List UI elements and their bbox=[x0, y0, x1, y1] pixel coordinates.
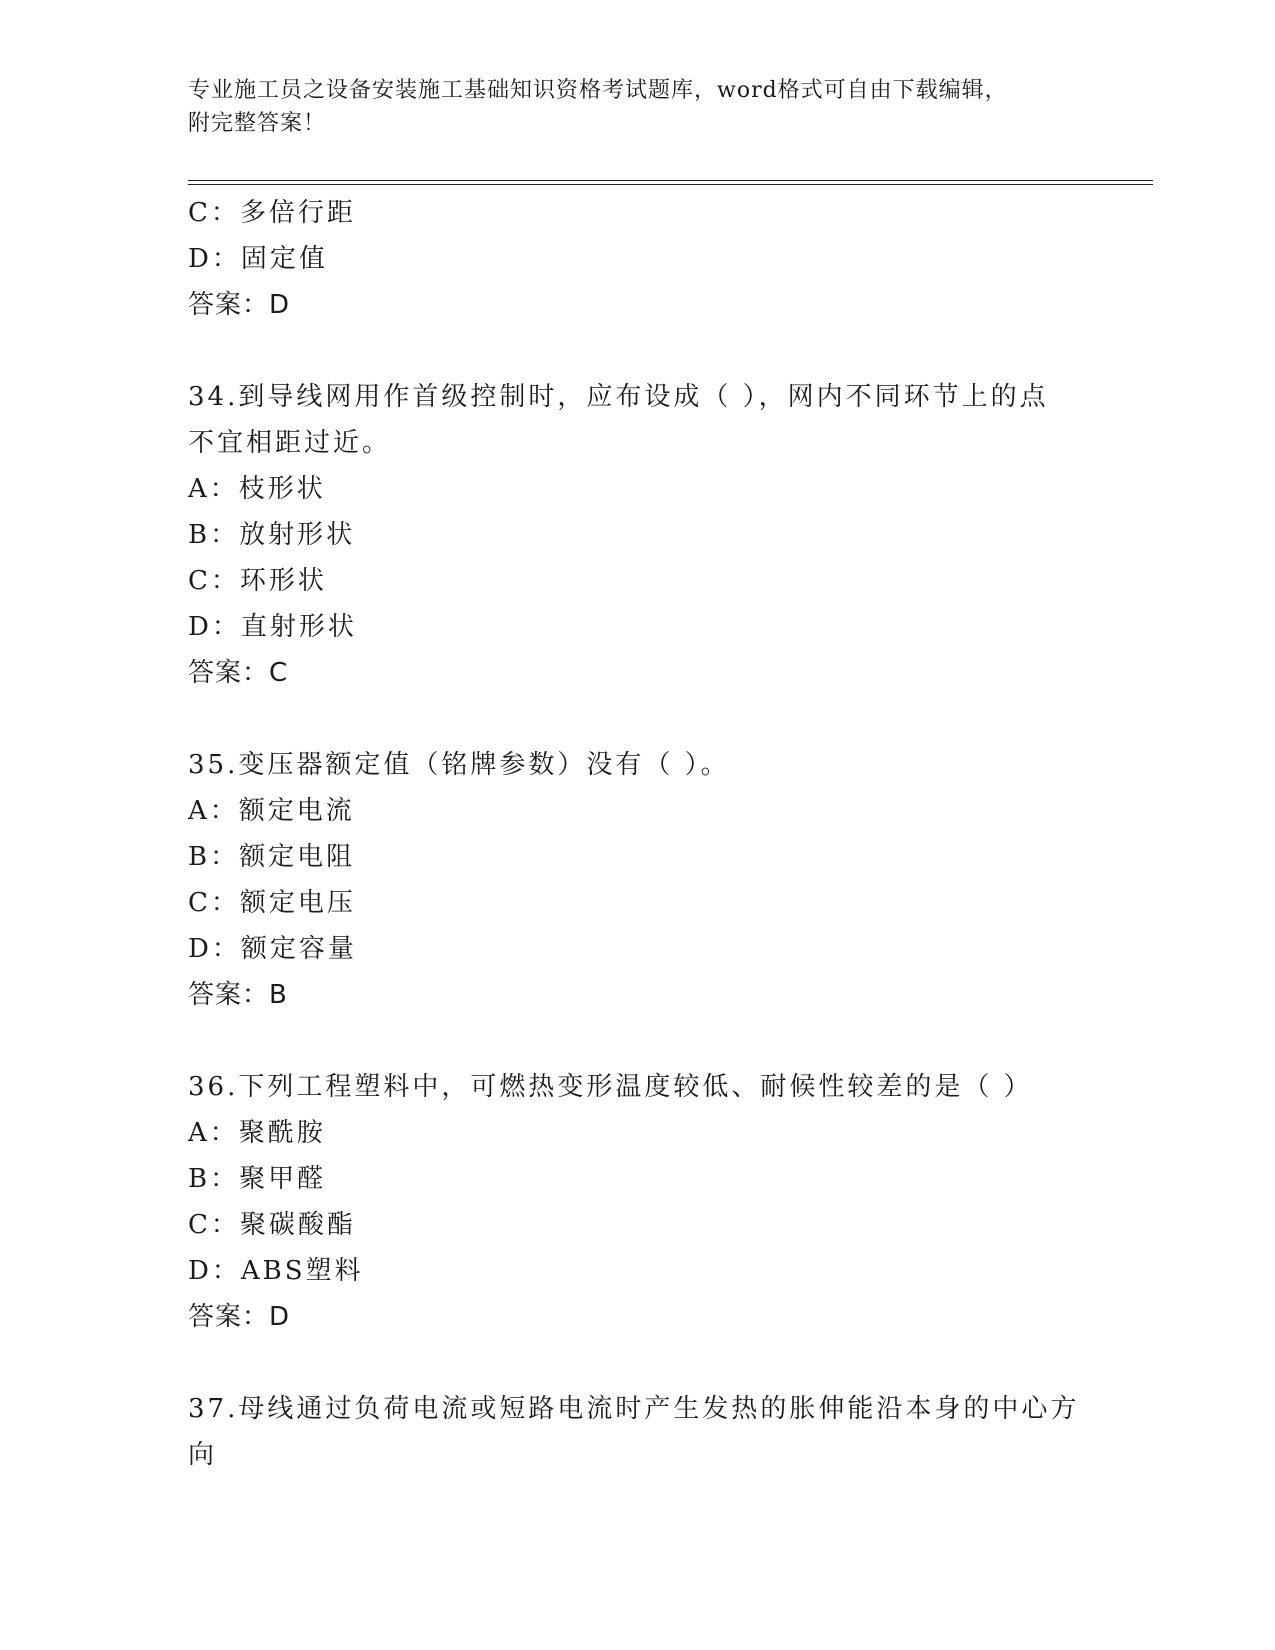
header-line-2: 附完整答案！ bbox=[188, 111, 327, 136]
answer: 答案：D bbox=[188, 290, 291, 320]
option-a: A：枝形状 bbox=[188, 474, 326, 504]
spacer bbox=[188, 696, 1088, 742]
question-stem: 36.下列工程塑料中，可燃热变形温度较低、耐候性较差的是（ ） bbox=[188, 1072, 1033, 1102]
question-stem-continued: 向 bbox=[188, 1440, 218, 1470]
spacer bbox=[188, 1340, 1088, 1386]
option-a: A：额定电流 bbox=[188, 796, 355, 826]
answer: 答案：B bbox=[188, 980, 288, 1010]
question-list bbox=[188, 190, 1088, 1478]
question-stem-continued: 不宜相距过近。 bbox=[188, 428, 392, 458]
option-c: C：多倍行距 bbox=[188, 198, 356, 228]
option-b: B：放射形状 bbox=[188, 520, 356, 550]
header-line-1: 专业施工员之设备安装施工基础知识资格考试题库，word格式可自由下载编辑， bbox=[188, 78, 1008, 103]
spacer bbox=[188, 328, 1088, 374]
option-d: D：直射形状 bbox=[188, 612, 357, 642]
option-b: B：额定电阻 bbox=[188, 842, 356, 872]
question-stem: 35.变压器额定值（铭牌参数）没有（ ）。 bbox=[188, 750, 730, 780]
option-d: D：额定容量 bbox=[188, 934, 357, 964]
question-stem: 34.到导线网用作首级控制时，应布设成（ ），网内不同环节上的点 bbox=[188, 382, 1049, 412]
header-divider-bottom bbox=[188, 184, 1153, 185]
header-divider-top bbox=[188, 180, 1153, 181]
option-c: C：环形状 bbox=[188, 566, 327, 596]
option-a: A：聚酰胺 bbox=[188, 1118, 326, 1148]
spacer bbox=[188, 1018, 1088, 1064]
option-c: C：聚碳酸酯 bbox=[188, 1210, 356, 1240]
question-stem: 37.母线通过负荷电流或短路电流时产生发热的胀伸能沿本身的中心方 bbox=[188, 1394, 1080, 1424]
option-c: C：额定电压 bbox=[188, 888, 356, 918]
answer: 答案：C bbox=[188, 658, 289, 688]
document-header bbox=[188, 74, 1068, 140]
option-b: B：聚甲醛 bbox=[188, 1164, 327, 1194]
answer: 答案：D bbox=[188, 1302, 291, 1332]
option-d: D：固定值 bbox=[188, 244, 328, 274]
option-d: D：ABS塑料 bbox=[188, 1256, 364, 1286]
